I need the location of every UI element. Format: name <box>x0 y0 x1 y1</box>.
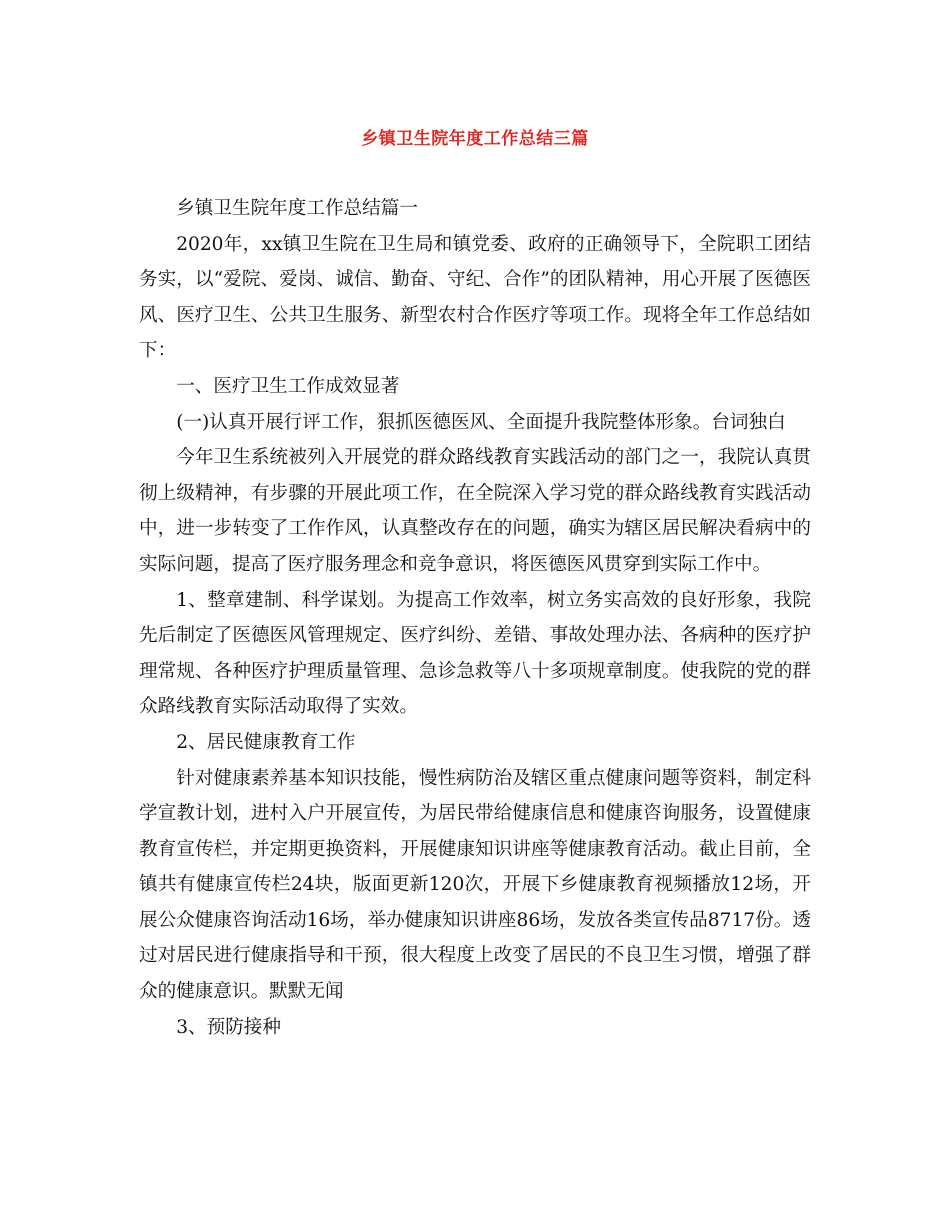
document-body <box>139 191 811 1045</box>
section-heading: 一、医疗卫生工作成效显著 <box>176 375 400 397</box>
subsection-heading: 2、居民健康教育工作 <box>176 731 356 753</box>
paragraph: 1、整章建制、科学谋划。为提高工作效率，树立务实高效的良好形象，我院先后制定了医德医风管理规定、医疗纠纷、差错、事故处理办法、各病种的医疗护理常规、各种医疗护理质量管理、急诊急救等八十多项规章制度。使我院的党的群众路线教育实际活动取得了实效。 <box>139 589 811 718</box>
section-heading: 乡镇卫生院年度工作总结篇一 <box>176 198 418 219</box>
document-title: 乡镇卫生院年度工作总结三篇 <box>361 129 589 149</box>
subsection-heading: 3、预防接种 <box>176 1016 281 1038</box>
subsection-heading: (一)认真开展行评工作，狠抓医德医风、全面提升我院整体形象。台词独白 <box>176 411 786 433</box>
paragraph: 今年卫生系统被列入开展党的群众路线教育实践活动的部门之一，我院认真贯彻上级精神，有步骤的开展此项工作，在全院深入学习党的群众路线教育实践活动中，进一步转变了工作作风，认真整改存在的问题，确实为辖区居民解决看病中的实际问题，提高了医疗服务理念和竞争意识，将医德医风贯穿到实际工作中。 <box>139 447 811 575</box>
paragraph: 2020年，xx镇卫生院在卫生局和镇党委、政府的正确领导下，全院职工团结务实，以“爱院、爱岗、诚信、勤奋、守纪、合作”的团队精神，用心开展了医德医风、医疗卫生、公共卫生服务、新型农村合作医疗等项工作。现将全年工作总结如下： <box>139 233 811 362</box>
paragraph: 针对健康素养基本知识技能，慢性病防治及辖区重点健康问题等资料，制定科学宣教计划，进村入户开展宣传，为居民带给健康信息和健康咨询服务，设置健康教育宣传栏，并定期更换资料，开展健康知识讲座等健康教育活动。截止目前，全镇共有健康宣传栏24块，版面更新120次，开展下乡健康教育视频播放12场，开展公众健康咨询活动16场，举办健康知识讲座86场，发放各类宣传品8717份。透过对居民进行健康指导和干预，很大程度上改变了居民的不良卫生习惯，增强了群众的健康意识。默默无闻 <box>139 767 811 1003</box>
